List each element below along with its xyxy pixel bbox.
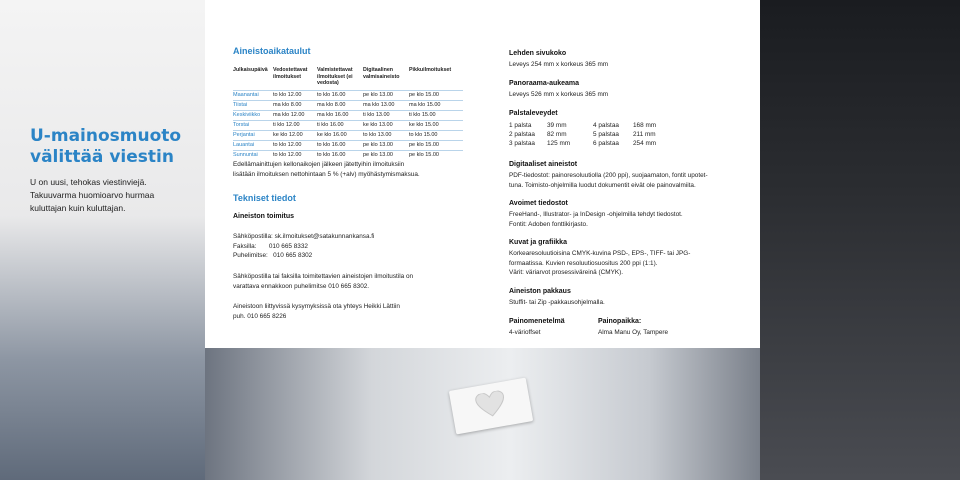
column-width-cell: 125 mm <box>547 140 571 147</box>
deadline-cell: to klo 13.00 <box>363 130 409 140</box>
column-width-cell: 211 mm <box>633 131 656 138</box>
table-row <box>233 150 463 160</box>
open-files-text <box>509 210 749 229</box>
email-line: Sähköpostilla: sk.ilmoitukset@satakunnankansa.fi <box>233 233 375 240</box>
digital-text <box>509 171 749 190</box>
digital-heading: Digitaaliset aineistot <box>509 161 578 168</box>
deadline-cell: pe klo 13.00 <box>363 140 409 150</box>
column-header: Pikkuilmoitukset <box>409 67 452 73</box>
brand-title-line: U-mainosmuoto <box>30 126 182 146</box>
note-line: lisätään ilmoituksen nettohintaan 5 % (+alv) myöhästymismaksua. <box>233 170 420 178</box>
panorama-text: Leveys 526 mm x korkeus 365 mm <box>509 91 609 98</box>
deadline-cell: pe klo 15.00 <box>409 140 463 150</box>
deadline-cell: ke klo 16.00 <box>317 130 363 140</box>
page-size-heading: Lehden sivukoko <box>509 50 567 57</box>
open-line: FreeHand-, Illustrator- ja InDesign -ohjelmilla tehdyt tiedostot. <box>509 211 683 218</box>
heart-icon <box>474 390 508 421</box>
panorama-heading: Panoraama-aukeama <box>509 80 580 87</box>
page-size-text: Leveys 254 mm x korkeus 365 mm <box>509 61 609 68</box>
advance-line: Sähköpostilla tai faksilla toimitettavien aineistojen ilmoitustila on <box>233 273 414 280</box>
deadline-cell: ti klo 13.00 <box>363 110 409 120</box>
deadline-cell: ma klo 8.00 <box>317 100 363 110</box>
column-width-cell: 1 palsta <box>509 122 532 129</box>
print-place-text: Alma Manu Oy, Tampere <box>598 329 669 336</box>
deadline-cell: pe klo 13.00 <box>363 90 409 100</box>
day-cell: Sunnuntai <box>233 150 273 160</box>
print-place-heading: Painopaikka: <box>598 318 642 325</box>
tech-title: Tekniset tiedot <box>233 193 296 203</box>
column-width-row <box>509 130 673 139</box>
deadline-cell: to klo 16.00 <box>317 150 363 160</box>
column-width-cell: 168 mm <box>633 122 657 129</box>
deadline-cell: ti klo 15.00 <box>409 110 463 120</box>
day-cell: Maanantai <box>233 90 273 100</box>
digital-line: PDF-tiedostot: painoresoluutiolla (200 ppi), suojaamaton, fontit upotet- <box>509 172 708 179</box>
day-cell: Perjantai <box>233 130 273 140</box>
day-cell: Lauantai <box>233 140 273 150</box>
images-line: Korkearesoluutioisina CMYK-kuvina PSD-, EPS-, TIFF- tai JPG- <box>509 250 691 257</box>
deadline-cell: pe klo 13.00 <box>363 150 409 160</box>
images-text <box>509 249 749 278</box>
contact-line: puh. 010 665 8226 <box>233 312 287 320</box>
deadline-cell: pe klo 15.00 <box>409 150 463 160</box>
note-line: Edellämainittujen kellonaikojen jälkeen jätettyihin ilmoituksiin <box>233 161 405 168</box>
column-width-cell: 6 palstaa <box>593 140 619 147</box>
images-heading: Kuvat ja grafiikka <box>509 239 567 246</box>
brand-block <box>30 126 200 215</box>
column-header: Julkaisupäivä <box>233 67 268 73</box>
day-cell: Keskiviikko <box>233 110 273 120</box>
deadline-cell: ti klo 12.00 <box>273 120 317 130</box>
table-row <box>233 90 463 100</box>
column-widths-heading: Palstaleveydet <box>509 110 558 117</box>
brand-title-line: välittää viestin <box>30 147 174 167</box>
day-cell: Tiistai <box>233 100 273 110</box>
schedule-title: Aineistoaikataulut <box>233 46 311 56</box>
column-width-cell: 5 palstaa <box>593 131 619 138</box>
delivery-heading: Aineiston toimitus <box>233 213 295 220</box>
print-method-text: 4-värioffset <box>509 329 541 336</box>
deadline-cell: ke klo 13.00 <box>363 120 409 130</box>
images-line: Värit: väriarvot prosessiväreinä (CMYK). <box>509 269 623 277</box>
column-width-cell: 4 palstaa <box>593 122 619 129</box>
packaging-text: Stuffit- tai Zip -pakkausohjelmalla. <box>509 299 605 306</box>
table-row <box>233 140 463 150</box>
column-width-row <box>509 139 673 148</box>
table-row <box>233 110 463 120</box>
deadline-cell: to klo 16.00 <box>317 90 363 100</box>
column-header: Digitaalinen valmisaineisto <box>363 67 400 80</box>
column-widths-table <box>509 121 673 148</box>
fax-line: Faksilla: 010 665 8332 <box>233 242 308 250</box>
deadline-cell: ma klo 8.00 <box>273 100 317 110</box>
column-width-cell: 82 mm <box>547 131 567 138</box>
column-width-cell: 39 mm <box>547 122 567 129</box>
deadline-cell: to klo 15.00 <box>409 130 463 140</box>
table-row <box>233 100 463 110</box>
deadline-cell: ma klo 13.00 <box>363 100 409 110</box>
column-width-row <box>509 121 673 130</box>
column-header: Vedostettavat ilmoitukset <box>273 67 308 80</box>
brand-line: U on uusi, tehokas viestinviejä. <box>30 177 147 187</box>
deadline-cell: ke klo 12.00 <box>273 130 317 140</box>
deadline-cell: to klo 12.00 <box>273 90 317 100</box>
column-header: Valmistettavat ilmoitukset (ei vedosta) <box>317 67 353 86</box>
schedule-table <box>233 67 463 160</box>
column-width-cell: 3 palstaa <box>509 140 535 147</box>
advance-line: varattava ennakkoon puhelimitse 010 665 8302. <box>233 282 370 290</box>
column-width-cell: 2 palstaa <box>509 131 535 138</box>
phone-line: Puhelimitse: 010 665 8302 <box>233 252 313 260</box>
deadline-cell: to klo 12.00 <box>273 150 317 160</box>
contact-details <box>233 232 478 261</box>
deadline-cell: ma klo 16.00 <box>317 110 363 120</box>
table-row <box>233 120 463 130</box>
column-width-cell: 254 mm <box>633 140 657 147</box>
deadline-cell: pe klo 15.00 <box>409 90 463 100</box>
brand-line: Takuuvarma huomioarvo hurmaa <box>30 190 155 200</box>
table-row <box>233 130 463 140</box>
advance-booking-note <box>233 272 478 291</box>
background-photo-left <box>0 0 205 480</box>
deadline-cell: ke klo 15.00 <box>409 120 463 130</box>
table-header-row <box>233 67 463 90</box>
digital-line: tuna. Toimisto-ohjelmilla luodut dokumentit eivät ole painovalmiita. <box>509 181 696 189</box>
brand-title <box>30 126 200 168</box>
day-cell: Torstai <box>233 120 273 130</box>
open-line: Fontit: Adoben fonttikirjasto. <box>509 220 588 228</box>
contact-line: Aineistoon liittyvissä kysymyksissä ota yhteys Heikki Lättiin <box>233 303 400 310</box>
deadline-cell: ma klo 15.00 <box>409 100 463 110</box>
deadline-cell: ti klo 16.00 <box>317 120 363 130</box>
images-line: formaatissa. Kuvien resoluutiosuositus 200 ppi (1:1). <box>509 259 658 267</box>
deadline-cell: ma klo 12.00 <box>273 110 317 120</box>
brand-line: kuluttajan kuin kuluttajan. <box>30 203 126 213</box>
questions-contact <box>233 302 478 321</box>
deadline-cell: to klo 12.00 <box>273 140 317 150</box>
background-photo-right <box>760 0 960 480</box>
deadline-cell: to klo 16.00 <box>317 140 363 150</box>
open-files-heading: Avoimet tiedostot <box>509 200 568 207</box>
packaging-heading: Aineiston pakkaus <box>509 288 571 295</box>
late-fee-note <box>233 160 478 179</box>
print-method-heading: Painomenetelmä <box>509 318 565 325</box>
